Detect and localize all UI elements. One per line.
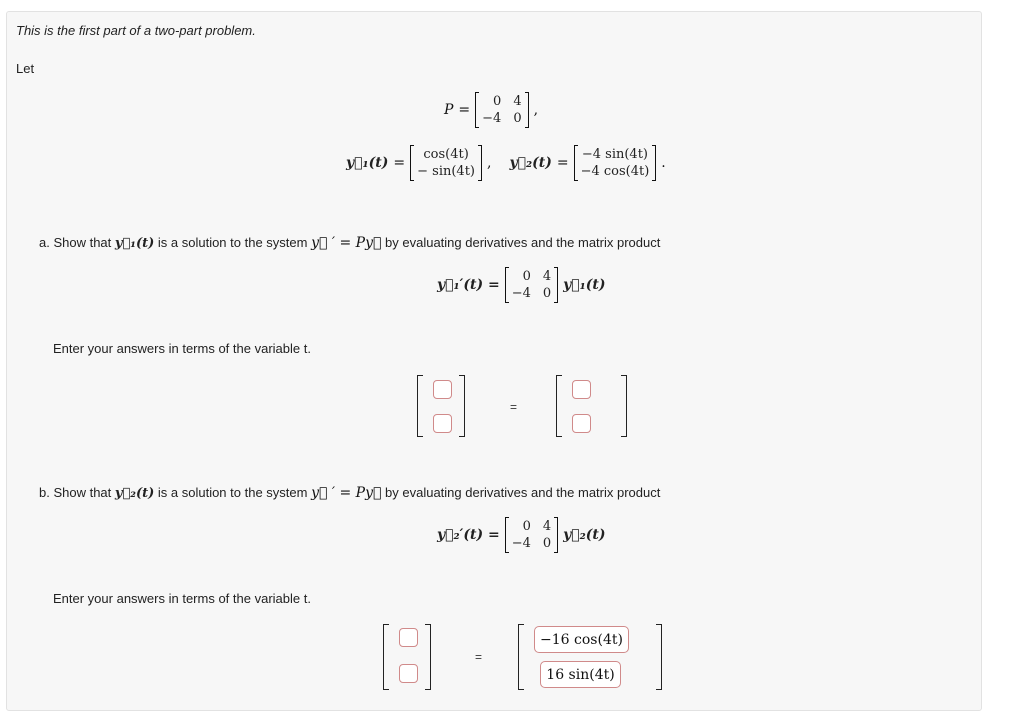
part-a-left-bracket-close	[459, 375, 465, 437]
matrix-p-cell: 0	[522, 269, 531, 284]
part-a-equation	[437, 267, 606, 303]
matrix-p-cell: −4	[511, 536, 531, 551]
part-a-matrix-p	[505, 267, 558, 303]
part-a-statement	[39, 235, 660, 251]
matrix-p-cell: −4	[511, 286, 531, 301]
part-b-lhs-input-1[interactable]	[399, 628, 418, 647]
matrix-p-cell: 0	[493, 94, 502, 109]
part-b-right-bracket-close	[656, 624, 662, 690]
part-b-rhs-vector: y⃗₂(t)	[563, 527, 606, 543]
part-b-system: y⃗ ′ = Py⃗	[311, 485, 382, 501]
y1-entry: cos(4t)	[423, 147, 469, 162]
intro-text: This is the first part of a two-part problem.	[16, 23, 256, 38]
part-a-right-bracket-open	[556, 375, 562, 437]
y2-entry: −4 cos(4t)	[580, 164, 650, 179]
matrix-p-cell: 4	[542, 269, 552, 284]
part-a-lhs: y⃗₁′(t) =	[437, 277, 500, 293]
part-b-matrix-p	[505, 517, 558, 553]
y2-name: y⃗₂(t)	[509, 155, 552, 171]
y2-vector	[574, 145, 657, 181]
y1-entry: − sin(4t)	[417, 164, 475, 179]
part-a-prefix: a. Show that	[39, 235, 112, 250]
part-b-left-bracket-close	[425, 624, 431, 690]
y1-name: y⃗₁(t)	[346, 155, 389, 171]
matrix-p-cell: 0	[542, 286, 552, 301]
part-b-left-bracket-open	[383, 624, 389, 690]
part-a-rhs-input-2[interactable]	[572, 414, 591, 433]
matrix-p	[475, 92, 528, 128]
part-a-instruction: Enter your answers in terms of the variable t.	[53, 341, 311, 356]
part-b-prefix: b. Show that	[39, 485, 112, 500]
part-a-left-bracket-open	[417, 375, 423, 437]
matrix-p-cell: 0	[542, 536, 552, 551]
matrix-p-cell: 4	[542, 519, 552, 534]
part-b-rhs-input-1[interactable]: −16 cos(4t)	[534, 626, 629, 653]
part-a-rhs-input-1[interactable]	[572, 380, 591, 399]
let-label: Let	[16, 61, 35, 76]
matrix-p-name: P	[444, 102, 454, 118]
matrix-p-cell: −4	[482, 111, 502, 126]
part-a-system: y⃗ ′ = Py⃗	[311, 235, 382, 251]
part-b-vector: y⃗₂(t)	[114, 486, 155, 501]
part-b-lhs-input-2[interactable]	[399, 664, 418, 683]
part-b-equals: =	[475, 650, 483, 664]
part-b-suffix: by evaluating derivatives and the matrix product	[385, 485, 661, 500]
y1-vector	[410, 145, 482, 181]
vector-definitions: y⃗₁(t) = cos(4t) − sin(4t) , y⃗₂(t) = −4 sin(4t) −4 cos(4t) .	[346, 147, 666, 179]
part-b-instruction: Enter your answers in terms of the variable t.	[53, 591, 311, 606]
part-a-vector: y⃗₁(t)	[114, 236, 155, 251]
part-b-equation	[437, 517, 606, 553]
part-a-lhs-input-2[interactable]	[433, 414, 452, 433]
part-a-equals: =	[510, 400, 518, 414]
part-a-rhs-vector: y⃗₁(t)	[563, 277, 606, 293]
matrix-p-cell: 0	[522, 519, 531, 534]
part-a-right-bracket-close	[621, 375, 627, 437]
part-a-suffix: by evaluating derivatives and the matrix product	[385, 235, 661, 250]
matrix-p-cell: 0	[513, 111, 522, 126]
part-b-rhs-input-2[interactable]: 16 sin(4t)	[540, 661, 621, 688]
matrix-p-cell: 4	[513, 94, 522, 109]
part-b-right-bracket-open	[518, 624, 524, 690]
part-a-lhs-input-1[interactable]	[433, 380, 452, 399]
part-b-lhs: y⃗₂′(t) =	[437, 527, 500, 543]
part-b-statement	[39, 485, 660, 501]
part-b-middle: is a solution to the system	[157, 485, 308, 500]
matrix-p-definition: P = 0 4 −4 0 ,	[444, 94, 539, 126]
y2-entry: −4 sin(4t)	[581, 147, 648, 162]
part-a-middle: is a solution to the system	[157, 235, 308, 250]
